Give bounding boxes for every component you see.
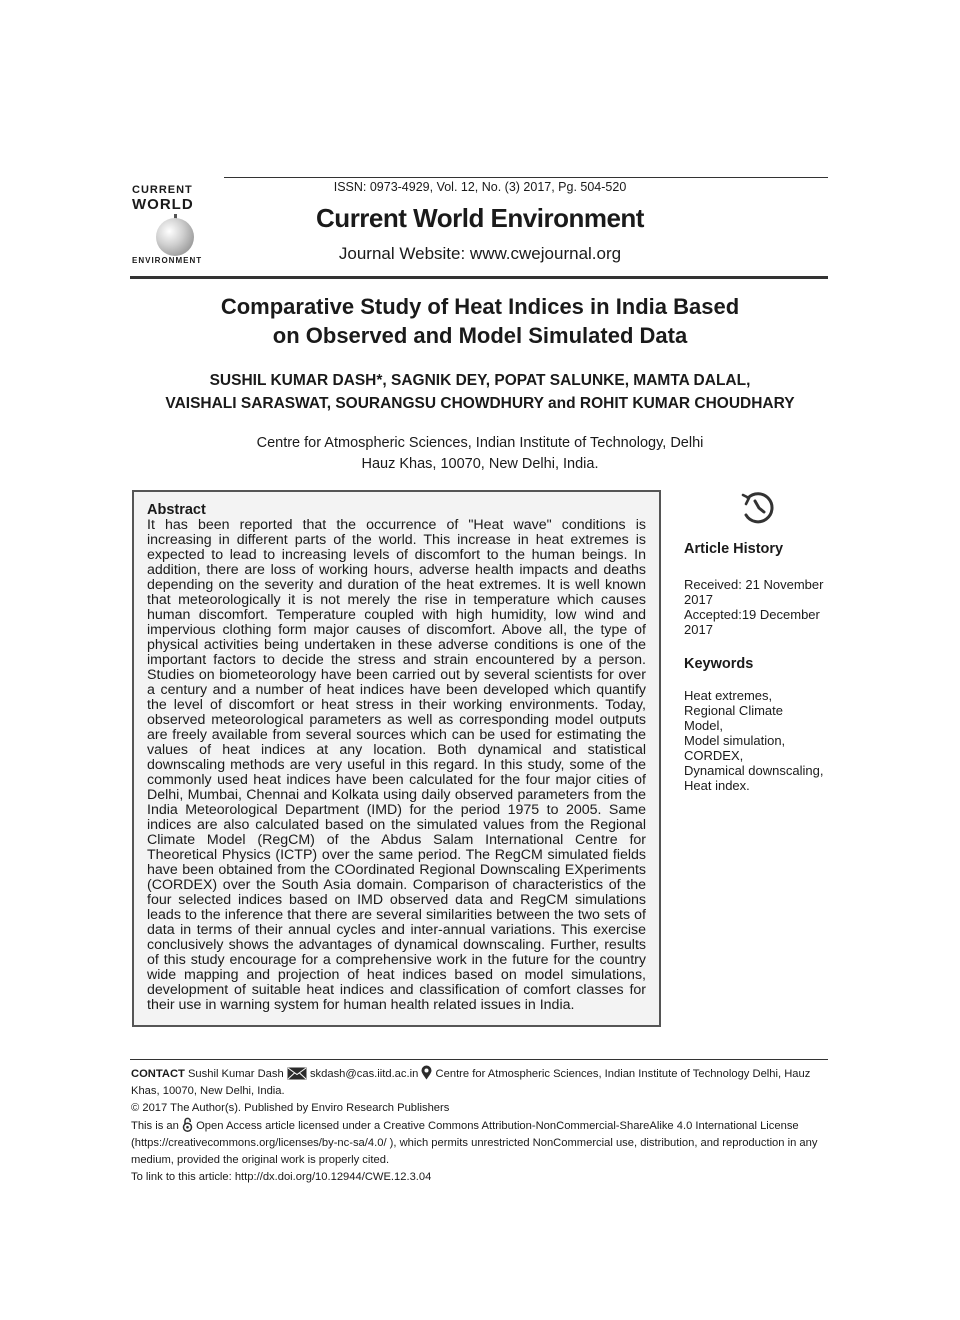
- author-line: VAISHALI SARASWAT, SOURANGSU CHOWDHURY and ROHIT KUMAR CHOUDHARY: [165, 395, 795, 412]
- affiliation: [130, 433, 830, 475]
- journal-logo: [130, 180, 218, 270]
- keyword-item: Dynamical downscaling,: [684, 763, 824, 778]
- keyword-item: CORDEX,: [684, 748, 744, 763]
- history-clock-icon: [740, 489, 776, 525]
- contact-line: [131, 1065, 829, 1100]
- open-access-icon: [182, 1117, 193, 1132]
- article-history-heading: Article History: [684, 541, 784, 557]
- paper-title-line: Comparative Study of Heat Indices in India Based: [220, 294, 740, 319]
- article-link[interactable]: To link to this article: http://dx.doi.org/10.12944/CWE.12.3.04: [131, 1171, 432, 1183]
- accepted-date: Accepted:19 December 2017: [684, 607, 820, 637]
- location-pin-icon: [421, 1065, 432, 1080]
- affiliation-line: Hauz Khas, 10070, New Delhi, India.: [361, 456, 599, 472]
- copyright-line: © 2017 The Author(s). Published by Enviro Research Publishers: [131, 1102, 450, 1114]
- paper-title: [130, 292, 830, 350]
- header-rule-bottom: [130, 276, 828, 279]
- license-line: [131, 1117, 829, 1169]
- contact-name: Sushil Kumar Dash: [187, 1068, 284, 1080]
- globe-icon: [156, 218, 194, 256]
- keyword-item: Regional Climate Model,: [684, 703, 783, 733]
- keywords-heading: Keywords: [684, 656, 754, 672]
- abstract-heading: Abstract: [147, 502, 206, 518]
- keyword-item: Heat index.: [684, 778, 750, 793]
- abstract-text: It has been reported that the occurrence of "Heat wave" conditions is increasing in different parts of the world. This increase in heat extremes is expected to lead to increasing levels of discomfort to the human beings. In addition, there are loss of working hours, adverse health impacts and deaths depending on the severity and duration of the heat extremes. It is well known that meteorologically it is not merely the rise in temperature which causes human discomfort. Temperature coupled with high humidity, low wind and impervious clothing form major causes of discomfort. Above all, the type of physical activities being undertaken in these adverse conditions is one of the important factors to decide the stress and strain encountered by a person. Studies on biometeorology have been carried out by several scientists for over a century and a number of heat indices have been developed which quantify the level of discomfort or heat stress in their working environments. Today, observed meteorological parameters as well as corresponding model outputs are freely available from several sources which can be used for estimating the values of heat indices at any location. Both dynamical and statistical downscaling methods are very useful in this regard. In this study, some of the commonly used heat indices have been calculated for the four major cities of Delhi, Mumbai, Chennai and Kolkata using daily observed parameters from the India Meteorological Department (IMD) for the period 1975 to 2005. Same indices are also calculated based on the simulated values from the Regional Climate Model (RegCM) of the Abdus Salam International Centre for Theoretical Physics (ICTP) over the same period. The RegCM simulated fields have been obtained from the COordinated Regional Downscaling EXperiments (CORDEX) over the South Asia domain. Comparison of characteristics of the four selected indices based on IMD observed data and RegCM simulations leads to the inference that there are several similarities between the two sets of data in terms of their annual cycles and inter-annual variations. This exercise conclusively shows the advantages of dynamical downscaling. Further, results of this study encourage for a comprehensive work in the future for the country wide mapping and projection of heat indices based on model simulations, development of suitable heat indices and classification of comfort classes for their use in warning system for human health related issues in India.: [147, 517, 646, 1013]
- keyword-item: Model simulation,: [684, 733, 786, 748]
- author-line: SUSHIL KUMAR DASH*, SAGNIK DEY, POPAT SALUNKE, MAMTA DALAL,: [209, 372, 751, 389]
- abstract-box: [132, 490, 661, 1027]
- contact-address: Centre for Atmospheric Sciences, Indian Institute of Technology Delhi, Hauz Khas, 10070, New Delhi, India.: [131, 1068, 811, 1097]
- contact-label: CONTACT: [131, 1068, 185, 1080]
- keyword-item: Heat extremes,: [684, 688, 773, 703]
- logo-text-current: CURRENT: [132, 184, 193, 196]
- contact-email[interactable]: skdash@cas.iitd.ac.in: [309, 1068, 419, 1080]
- journal-website: Journal Website: www.cwejournal.org: [338, 244, 622, 263]
- affiliation-line: Centre for Atmospheric Sciences, Indian Institute of Technology, Delhi: [256, 435, 704, 451]
- logo-text-world: WORLD: [132, 196, 194, 213]
- logo-text-environment: ENVIRONMENT: [132, 256, 203, 265]
- paper-title-line: on Observed and Model Simulated Data: [272, 323, 688, 348]
- footer-rule: [130, 1059, 828, 1060]
- envelope-icon: [287, 1067, 307, 1080]
- issn-line: ISSN: 0973-4929, Vol. 12, No. (3) 2017, Pg. 504-520: [333, 180, 627, 194]
- received-date: Received: 21 November 2017: [684, 577, 824, 607]
- keywords-list: [684, 688, 824, 793]
- author-list: [130, 369, 830, 415]
- header-rule-top: [224, 177, 828, 178]
- license-text: Open Access article licensed under a Creative Commons Attribution-NonCommercial-ShareAlike 4.0 International License (https://creativecommons.org/licenses/by-nc-sa/4.0/ ), which permits unrestricted NonCommercial use, distribution, and reproduction in any medium, provided the original work is properly cited.: [131, 1120, 818, 1166]
- journal-title: Current World Environment: [316, 203, 644, 233]
- footer: [131, 1065, 829, 1186]
- license-prefix: This is an: [131, 1120, 179, 1132]
